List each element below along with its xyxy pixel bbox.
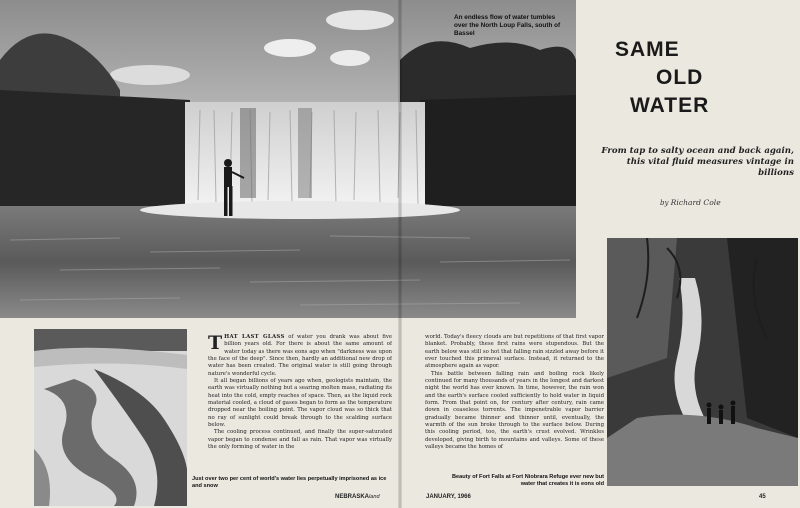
byline-author: Richard Cole bbox=[670, 198, 721, 207]
drop-cap: T bbox=[208, 334, 223, 354]
paragraph: It all began billions of years ago when, geologists maintain, the earth was virtually nothing but a searing molten mass, radiating its heat into the cold, empty reaches of space. Then, as the liquid rock material cooled, a cloud of gases began to form as the temperature dropped near the boiling point. The vapor cloud was so thick that no ray of sunlight could break through to the scalding surface below. bbox=[208, 378, 392, 429]
paragraph: This battle between falling rain and boiling rock likely continued for many thousands of years in the longest and darkest night the world has ever known. In time, however, the rain won and the earth's surface cooled sufficiently to hold water in liquid form. From that point on, for century after century, rain came down in ceaseless torrents. The impenetrable vapor barrier gradually became thinner and thinner until, eventually, the warmth of the sun broke through to the surface below. During this cooling period, too, the earth's crust evolved. Wrinkles developed, giving birth to mountains and valleys. Some of these valleys became the homes of bbox=[425, 370, 604, 451]
snow-photo-caption: Just over two per cent of world's water lies perpetually imprisoned as ice and snow bbox=[192, 476, 387, 490]
title-line-2: OLD bbox=[656, 66, 704, 89]
hero-photo-caption: An endless flow of water tumbles over the North Loup Falls, south of Bassel bbox=[454, 14, 561, 37]
magazine-name-suffix: land bbox=[369, 494, 380, 500]
title-line-3: WATER bbox=[630, 94, 710, 117]
article-column-left bbox=[208, 334, 392, 474]
lead-caps: HAT LAST GLASS bbox=[224, 334, 285, 340]
fort-falls-photo bbox=[607, 238, 798, 486]
article-deck: From tap to salty ocean and back again, this vital fluid measures vintage in billions bbox=[601, 146, 794, 178]
article-column-right bbox=[425, 334, 604, 474]
paragraph: world. Today's fleecy clouds are but repetitions of that first vapor blanket. Probably, these first rains were stupendous. But the earth below was still so hot that falling rain sizzled away before it ever touched this primeval surface. Instead, it returned to the atmosphere again as vapor. bbox=[425, 334, 604, 370]
page-number: 45 bbox=[759, 494, 766, 500]
page-gutter bbox=[398, 0, 402, 508]
footer-date: JANUARY, 1966 bbox=[426, 494, 471, 500]
title-line-1: SAME bbox=[615, 38, 680, 61]
fort-falls-illustration bbox=[607, 238, 798, 486]
byline-prefix: by bbox=[660, 199, 669, 207]
paragraph-text: of water you drank was about five billion years old. For there is about the same amount of water today as there was eons ago when "darkness was upon the face of the deep". Since then, hardly an additional new drop of water has been created. The original water is still going through nature's wonderful cycle. bbox=[208, 334, 392, 377]
paragraph: The cooling process continued, and finally the super-saturated vapor began to condense and fall as rain. That vapor was virtually the only forming of water in the bbox=[208, 429, 392, 451]
article-byline bbox=[660, 198, 721, 207]
article-title-block bbox=[580, 0, 800, 236]
snow-illustration bbox=[34, 329, 187, 506]
footer-magazine-name bbox=[335, 494, 380, 500]
paragraph bbox=[208, 334, 392, 378]
falls-photo-caption: Beauty of Fort Falls at Fort Niobrara Refuge ever new but water that creates it is eons old bbox=[452, 474, 604, 488]
magazine-name: NEBRASKA bbox=[335, 494, 370, 500]
ice-snow-photo bbox=[34, 329, 187, 506]
waterfall-illustration bbox=[0, 0, 576, 318]
waterfall-hero-photo bbox=[0, 0, 576, 318]
